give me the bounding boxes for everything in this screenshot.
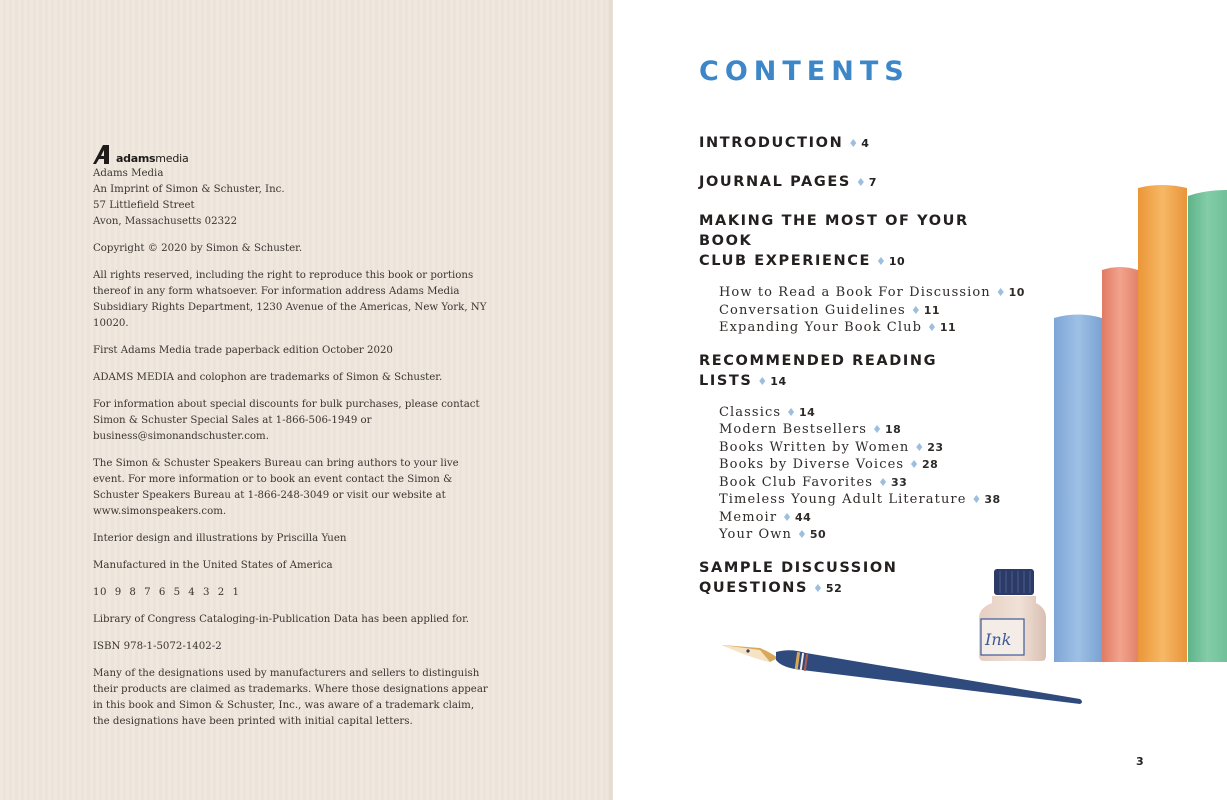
diamond-separator-icon: ♦: [813, 581, 823, 595]
toc-item-label: Books Written by Women: [719, 439, 910, 455]
isbn: ISBN 978-1-5072-1402-2: [93, 641, 222, 652]
svg-text:Ink: Ink: [985, 630, 1012, 649]
logo-text-media: media: [155, 152, 189, 165]
diamond-separator-icon: ♦: [878, 475, 888, 489]
diamond-separator-icon: ♦: [909, 458, 920, 471]
special-sales-note: For information about special discounts for bulk purchases, please contact Simon & Schuster Special Sales at 1-866-506-1949 or business@simonandschuster.com.: [93, 399, 480, 442]
toc-page-number: 14: [770, 374, 787, 388]
toc-item-label: Conversation Guidelines: [719, 302, 906, 318]
logo-text-adams: adams: [116, 152, 156, 165]
toc-item[interactable]: [699, 526, 1019, 544]
book-spine-red-icon: [1102, 267, 1138, 662]
toc-page-number: 44: [795, 510, 812, 524]
designations-note: Many of the designations used by manufacturers and sellers to distinguish their products are claimed as trademarks. Where those designations appear in this book and Simon & Schuster, Inc., was aware of a trademark claim, the designations have been printed with initial capital letters.: [93, 668, 488, 727]
toc-item[interactable]: [699, 404, 1019, 422]
diamond-separator-icon: ♦: [910, 303, 921, 317]
page-number: 3: [1136, 755, 1144, 768]
toc-page-number: 33: [890, 475, 908, 489]
publisher-address: [93, 166, 493, 230]
toc-page-number: 14: [798, 405, 816, 419]
toc-section-title: RECOMMENDED READING LISTS: [699, 352, 938, 389]
toc-item[interactable]: [699, 474, 1019, 492]
toc-section-recommended-reading[interactable]: [699, 351, 1019, 392]
toc-item-label: Memoir: [719, 509, 778, 525]
copyright-block: [93, 142, 493, 741]
toc-section-introduction[interactable]: [699, 133, 1019, 154]
toc-page-number: 4: [861, 137, 870, 150]
toc-section-title: INTRODUCTION: [699, 135, 844, 151]
manufacture-note: Manufactured in the United States of America: [93, 560, 333, 571]
diamond-separator-icon: ♦: [796, 528, 807, 541]
diamond-separator-icon: ♦: [927, 321, 937, 334]
address-line: An Imprint of Simon & Schuster, Inc.: [93, 184, 285, 195]
toc-item[interactable]: [699, 509, 1019, 527]
toc-page-number: 50: [809, 528, 827, 541]
toc-page-number: 10: [1008, 286, 1025, 299]
toc-item-label: Timeless Young Adult Literature: [719, 492, 967, 507]
toc-page-number: 23: [927, 440, 944, 454]
diamond-separator-icon: ♦: [914, 440, 925, 454]
book-spine-orange-icon: [1138, 185, 1187, 662]
toc-page-number: 18: [884, 423, 902, 436]
publisher-logo: [93, 142, 493, 164]
page-title: CONTENTS: [699, 56, 910, 87]
edition-note: First Adams Media trade paperback edition October 2020: [93, 345, 393, 356]
print-line: 10 9 8 7 6 5 4 3 2 1: [93, 587, 240, 598]
toc-page-number: 28: [922, 458, 939, 471]
toc-section-title: JOURNAL PAGES: [699, 174, 851, 190]
table-of-contents: [699, 133, 1025, 599]
diamond-separator-icon: ♦: [872, 423, 882, 436]
toc-item[interactable]: [699, 319, 1019, 337]
toc-item-label: Book Club Favorites: [719, 474, 874, 490]
book-spine-blue-icon: [1054, 315, 1102, 663]
toc-item-label: Expanding Your Book Club: [719, 320, 922, 335]
diamond-separator-icon: ♦: [786, 405, 796, 419]
diamond-separator-icon: ♦: [855, 176, 866, 189]
toc-item[interactable]: [699, 284, 1025, 302]
toc-page-number: 11: [923, 303, 941, 317]
toc-section-title: CLUB EXPERIENCE: [699, 253, 872, 269]
toc-page-number: 52: [825, 581, 843, 595]
address-line: Avon, Massachusetts 02322: [93, 216, 238, 227]
adams-a-logo-icon: [93, 145, 115, 164]
toc-section-title: MAKING THE MOST OF YOUR BOOK: [699, 213, 969, 249]
toc-section-title: SAMPLE DISCUSSION QUESTIONS: [699, 559, 898, 596]
cip-note: Library of Congress Cataloging-in-Publication Data has been applied for.: [93, 614, 470, 625]
diamond-separator-icon: ♦: [971, 493, 982, 506]
toc-page-number: 7: [868, 176, 877, 189]
address-line: 57 Littlefield Street: [93, 200, 195, 211]
toc-section-making-the-most[interactable]: [699, 211, 1019, 272]
toc-item[interactable]: [699, 456, 1019, 474]
toc-page-number: 11: [939, 321, 957, 334]
diamond-separator-icon: ♦: [757, 374, 768, 388]
toc-item-label: How to Read a Book For Discussion: [719, 285, 991, 300]
toc-item[interactable]: [699, 302, 1019, 320]
toc-item-label: Modern Bestsellers: [719, 422, 868, 437]
toc-item[interactable]: [699, 491, 1019, 509]
toc-page-number: 10: [888, 255, 906, 268]
copyright-notice: Copyright © 2020 by Simon & Schuster.: [93, 243, 303, 254]
toc-item[interactable]: [699, 421, 1019, 439]
toc-section-journal-pages[interactable]: [699, 172, 1019, 193]
toc-page-number: 38: [984, 493, 1001, 506]
design-credit: Interior design and illustrations by Priscilla Yuen: [93, 533, 347, 544]
rights-reserved: All rights reserved, including the right to reproduce this book or portions thereof in any form whatsoever. For information address Adams Media Subsidiary Rights Department, 1230 Avenue of the Americas, New York, NY 10020.: [93, 270, 487, 329]
address-line: Adams Media: [93, 168, 164, 179]
trademark-note: ADAMS MEDIA and colophon are trademarks of Simon & Schuster.: [93, 372, 443, 383]
toc-section-sample-questions[interactable]: [699, 558, 1019, 599]
diamond-separator-icon: ♦: [876, 255, 886, 268]
toc-item-label: Classics: [719, 404, 782, 420]
toc-item-label: Books by Diverse Voices: [719, 457, 905, 472]
toc-item-label: Your Own: [719, 527, 792, 542]
toc-item[interactable]: [699, 439, 1019, 457]
speakers-bureau-note: The Simon & Schuster Speakers Bureau can bring authors to your live event. For more information or to book an event contact the Simon & Schuster Speakers Bureau at 1-866-248-3049 or visit our website at www.simonspeakers.com.: [93, 458, 459, 517]
book-spine-green-icon: [1188, 190, 1227, 662]
diamond-separator-icon: ♦: [995, 286, 1006, 299]
diamond-separator-icon: ♦: [848, 137, 859, 150]
diamond-separator-icon: ♦: [782, 510, 793, 524]
